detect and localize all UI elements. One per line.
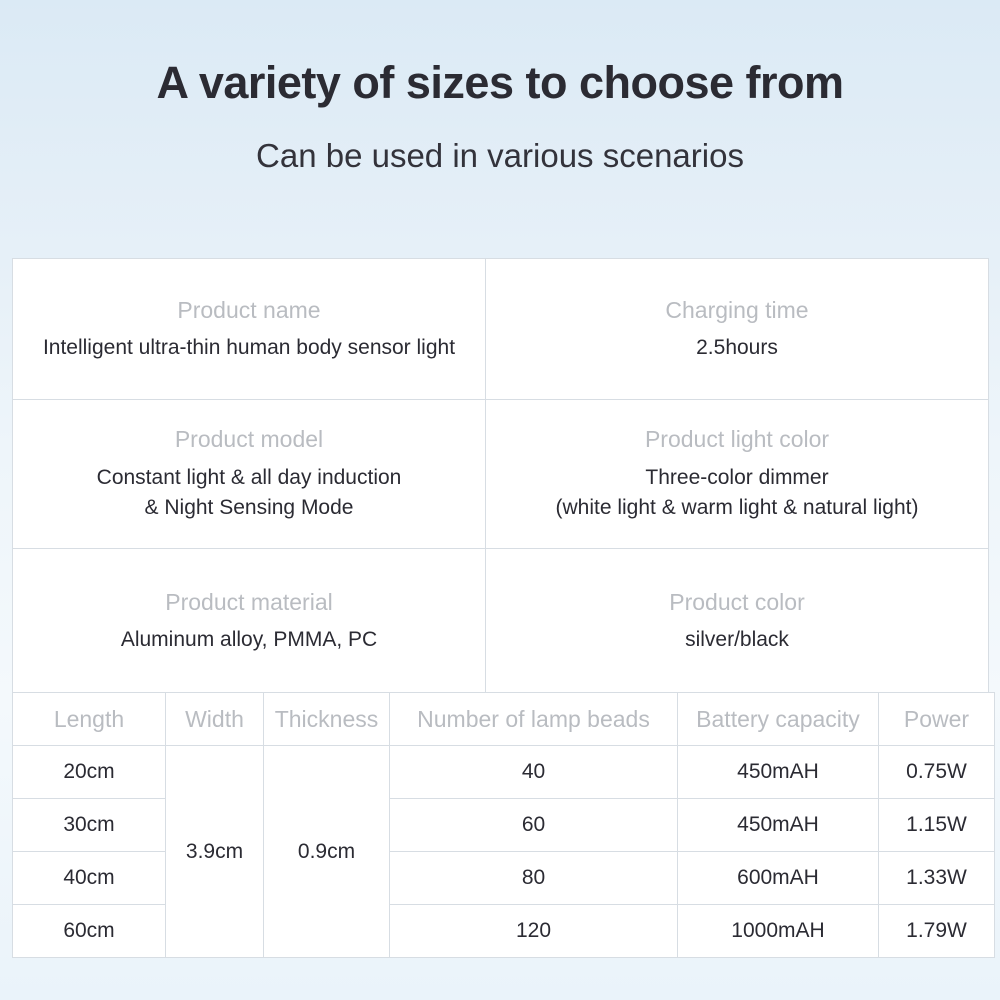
cell-power: 1.15W — [879, 799, 995, 852]
spec-label-product-model: Product model — [174, 426, 324, 453]
cell-battery-capacity: 1000mAH — [678, 905, 879, 958]
cell-lamp-beads: 120 — [390, 905, 678, 958]
table-row — [13, 905, 995, 958]
spec-value-product-material: Aluminum alloy, PMMA, PC — [120, 628, 378, 652]
spec-cell-charging-time — [486, 259, 989, 400]
cell-lamp-beads: 40 — [390, 746, 678, 799]
spec-cell-product-material — [13, 549, 486, 694]
spec-cell-product-model — [13, 400, 486, 549]
table-row — [13, 400, 989, 549]
spec-value-line: & Night Sensing Mode — [144, 496, 354, 520]
spec-value-line: (white light & warm light & natural light) — [555, 496, 919, 520]
spec-value-charging-time: 2.5hours — [696, 336, 778, 360]
column-header-width: Width — [166, 693, 264, 746]
spec-value-product-light-color — [494, 463, 980, 524]
cell-lamp-beads: 80 — [390, 852, 678, 905]
spec-label-product-color: Product color — [669, 588, 805, 615]
size-table-header-row — [13, 693, 995, 746]
spec-label-charging-time: Charging time — [665, 296, 809, 323]
cell-power: 1.79W — [879, 905, 995, 958]
size-table — [12, 692, 995, 958]
spec-value-product-name: Intelligent ultra-thin human body sensor light — [42, 336, 456, 360]
column-header-thickness: Thickness — [264, 693, 390, 746]
cell-power: 0.75W — [879, 746, 995, 799]
cell-thickness: 0.9cm — [264, 746, 390, 958]
table-row — [13, 746, 995, 799]
table-row — [13, 549, 989, 694]
cell-battery-capacity: 450mAH — [678, 799, 879, 852]
spec-value-line: Three-color dimmer — [645, 465, 829, 489]
column-header-lamp-beads: Number of lamp beads — [390, 693, 678, 746]
header — [0, 0, 1000, 174]
cell-lamp-beads: 60 — [390, 799, 678, 852]
cell-battery-capacity: 600mAH — [678, 852, 879, 905]
cell-battery-capacity: 450mAH — [678, 746, 879, 799]
spec-value-product-model — [21, 463, 477, 524]
cell-length: 30cm — [13, 799, 166, 852]
spec-cell-product-color — [486, 549, 989, 694]
spec-cell-product-name — [13, 259, 486, 400]
column-header-power: Power — [879, 693, 995, 746]
column-header-length: Length — [13, 693, 166, 746]
cell-power: 1.33W — [879, 852, 995, 905]
spec-value-line: Constant light & all day induction — [96, 465, 402, 489]
page-title: A variety of sizes to choose from — [156, 57, 844, 108]
cell-length: 60cm — [13, 905, 166, 958]
cell-width: 3.9cm — [166, 746, 264, 958]
spec-label-product-name: Product name — [177, 296, 321, 323]
cell-length: 40cm — [13, 852, 166, 905]
column-header-battery-capacity: Battery capacity — [678, 693, 879, 746]
spec-label-product-light-color: Product light color — [644, 426, 830, 453]
page-subtitle: Can be used in various scenarios — [256, 136, 744, 174]
cell-length: 20cm — [13, 746, 166, 799]
spec-label-product-material: Product material — [165, 588, 333, 615]
table-row — [13, 799, 995, 852]
specification-table — [12, 258, 989, 694]
spec-value-product-color: silver/black — [685, 628, 789, 652]
spec-cell-product-light-color — [486, 400, 989, 549]
table-row — [13, 852, 995, 905]
table-row — [13, 259, 989, 400]
